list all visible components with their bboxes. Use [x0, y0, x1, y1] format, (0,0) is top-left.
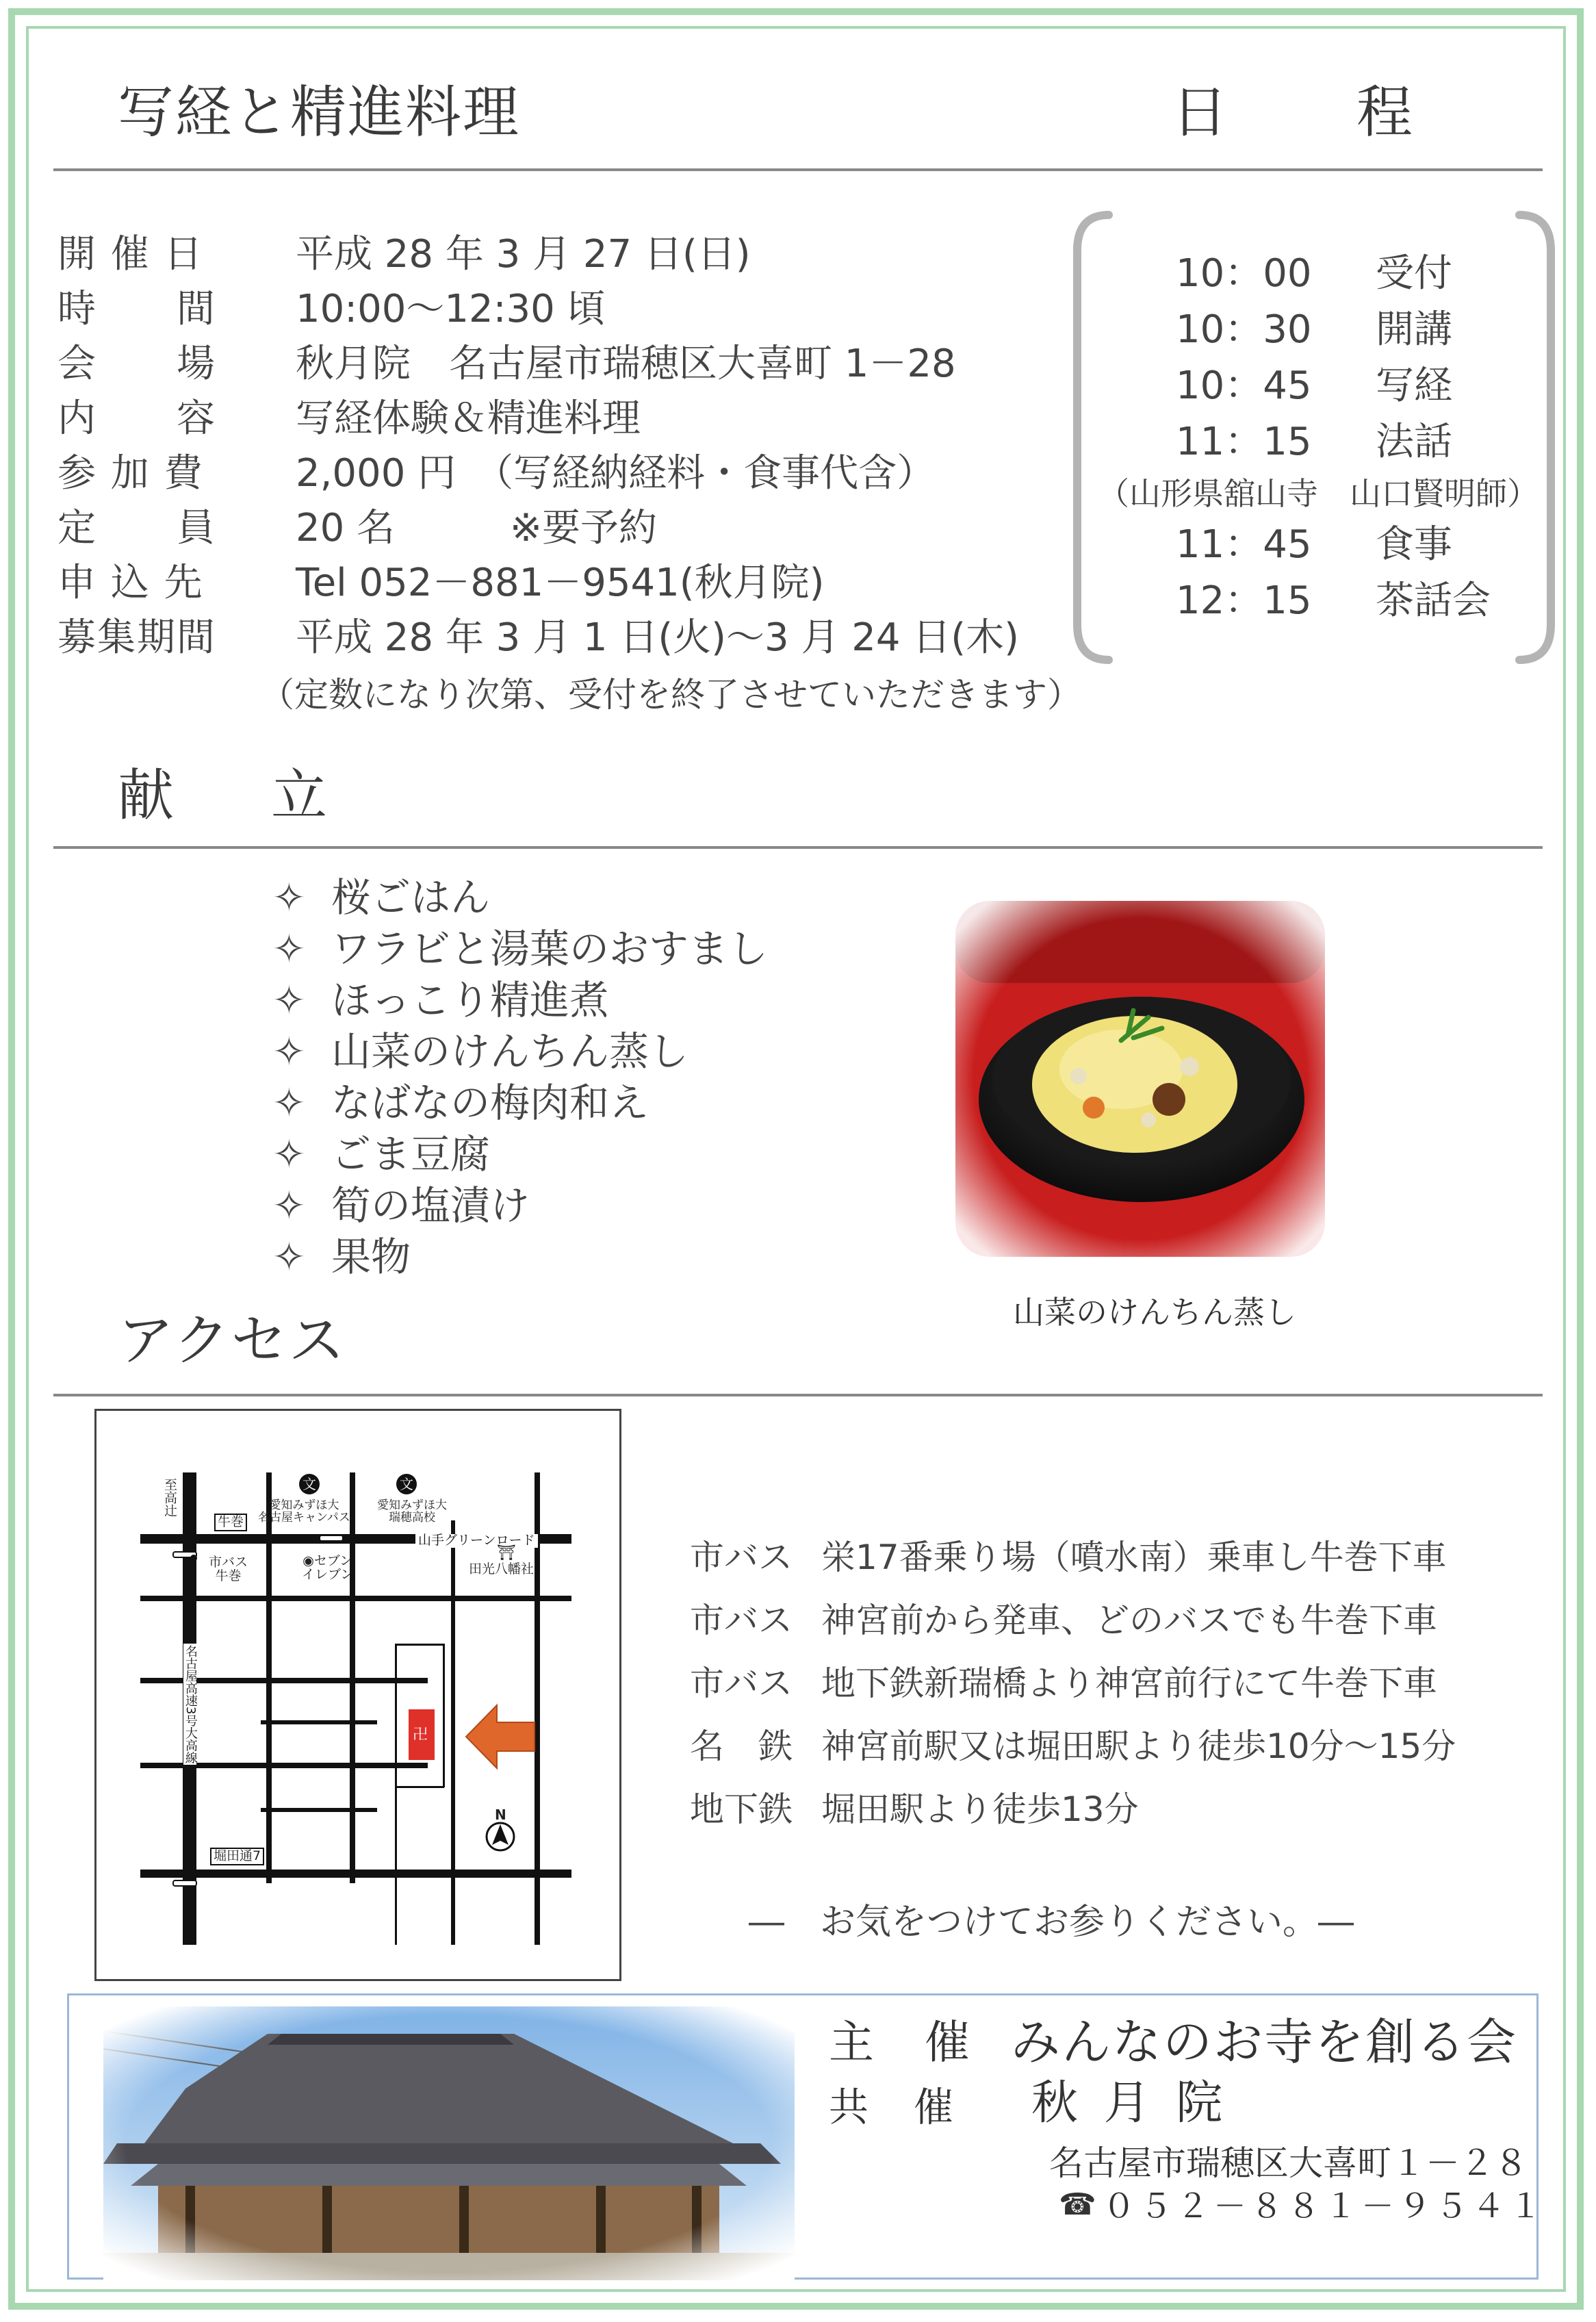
- detail-label: 会 場: [57, 342, 216, 386]
- route-text: 神宮前から発車、どのバスでも牛巻下車: [821, 1600, 1437, 1640]
- detail-value: 2,000 円 （写経納経料・食事代含）: [296, 451, 936, 496]
- access-heading: アクセス: [118, 1308, 346, 1373]
- schedule-speaker: （山形県舘山寺 山口賢明師）: [1098, 475, 1539, 512]
- sparkle-icon: ✧: [272, 1182, 306, 1229]
- map-label-yamate-road: 山手グリーンロード: [415, 1534, 538, 1548]
- sparkle-icon: ✧: [272, 1234, 306, 1280]
- page-title: 写経と精進料理: [118, 80, 521, 145]
- route-text: 神宮前駅又は堀田駅より徒歩10分～15分: [821, 1726, 1456, 1766]
- cohost-name: 秋 月 院: [1031, 2076, 1228, 2130]
- detail-value: 平成 28 年 3 月 1 日(火)～3 月 24 日(木): [296, 615, 1019, 660]
- map-label-bus-stop: 市バス 牛巻: [209, 1555, 248, 1583]
- map-label-univ-campus: 愛知みずほ大 名古屋キャンパス: [258, 1498, 350, 1524]
- menu-item: ✧ 筍の塩漬け: [272, 1182, 530, 1229]
- menu-item: ✧ 山菜のけんちん蒸し: [272, 1028, 689, 1075]
- schedule-event: 茶話会: [1376, 578, 1491, 623]
- access-rule: [53, 1394, 1543, 1396]
- map-label-univ-high: 愛知みずほ大 瑞穂高校: [377, 1498, 447, 1524]
- route-kind: 市バス: [690, 1538, 793, 1577]
- detail-value: 写経体験＆精進料理: [296, 396, 641, 441]
- menu-item: ✧ ワラビと湯葉のおすまし: [272, 926, 769, 972]
- photo-caption: 山菜のけんちん蒸し: [1013, 1294, 1296, 1331]
- schedule-event: 受付: [1376, 251, 1452, 296]
- schedule-time: 10：45: [1176, 363, 1312, 408]
- menu-item: ✧ ごま豆腐: [272, 1131, 491, 1177]
- schedule-time: 10：30: [1176, 307, 1312, 352]
- route-text: 栄17番乗り場（噴水南）乗車し牛巻下車: [821, 1538, 1447, 1577]
- schedule-event: 法話: [1376, 420, 1452, 464]
- footer-box: [67, 1993, 1547, 2280]
- detail-value: 平成 28 年 3 月 27 日(日): [296, 232, 751, 277]
- phone-icon: ☎: [1059, 2187, 1096, 2222]
- map-label-seven-eleven: ◉セブン イレブン: [302, 1553, 354, 1582]
- detail-value: Tel 052－881－9541(秋月院): [296, 561, 825, 605]
- route-text: 堀田駅より徒歩13分: [821, 1789, 1139, 1829]
- footer-address: 名古屋市瑞穂区大喜町１－２８: [1049, 2143, 1528, 2183]
- host-name: みんなのお寺を創る会: [1011, 2013, 1518, 2071]
- menu-heading: 献 立: [118, 763, 348, 828]
- detail-value: 10:00～12:30 頃: [296, 287, 606, 331]
- sparkle-icon: ✧: [272, 926, 306, 972]
- sparkle-icon: ✧: [272, 1028, 306, 1075]
- title-rule: [53, 168, 1543, 171]
- cohost-label: 共 催: [829, 2084, 957, 2130]
- sparkle-icon: ✧: [272, 1080, 306, 1126]
- map-label-horita: 堀田通7: [210, 1848, 264, 1865]
- route-kind: 地下鉄: [690, 1789, 793, 1829]
- route-kind: 名 鉄: [690, 1726, 793, 1766]
- map-label-takatsuji: 至高辻: [162, 1478, 177, 1517]
- sparkle-icon: ✧: [272, 977, 306, 1023]
- schedule-time: 10：00: [1176, 251, 1312, 296]
- schedule-time: 11：15: [1176, 420, 1312, 464]
- temple-photo: [103, 2006, 795, 2280]
- food-photo: [949, 894, 1332, 1264]
- closing-message: ― お気をつけてお参りください。―: [749, 1902, 1354, 1943]
- menu-item: ✧ ほっこり精進煮: [272, 977, 610, 1023]
- detail-label: 時 間: [57, 287, 216, 331]
- school-icon: 文: [299, 1474, 320, 1494]
- temple-icon: 卍: [413, 1726, 428, 1744]
- menu-item: ✧ 桜ごはん: [272, 874, 491, 921]
- schedule-time: 12：15: [1176, 578, 1312, 623]
- menu-item: ✧ 果物: [272, 1234, 411, 1280]
- detail-label: 定 員: [57, 506, 216, 550]
- route-kind: 市バス: [690, 1600, 793, 1640]
- detail-label: 申 込 先: [57, 561, 204, 605]
- map-label-ushimaki: 牛巻: [214, 1514, 247, 1531]
- detail-value: 20 名 ※要予約: [296, 506, 657, 550]
- shrine-icon: ⛩: [497, 1544, 516, 1561]
- detail-label: 内 容: [57, 396, 216, 441]
- sparkle-icon: ✧: [272, 1131, 306, 1177]
- schedule-time: 11：45: [1176, 522, 1312, 567]
- menu-item: ✧ なばなの梅肉和え: [272, 1080, 649, 1126]
- footer-phone: ０５２－８８１－９５４１: [1103, 2187, 1547, 2225]
- sparkle-icon: ✧: [272, 874, 306, 921]
- map-label-expressway: 名古屋高速3号大高線: [183, 1645, 198, 1764]
- access-map: [94, 1409, 621, 1981]
- route-kind: 市バス: [690, 1663, 793, 1703]
- route-text: 地下鉄新瑞橋より神宮前行にて牛巻下車: [821, 1663, 1437, 1703]
- details-note: （定数になり次第、受付を終了させていただきます）: [260, 675, 1081, 715]
- detail-label: 参 加 費: [57, 451, 204, 496]
- host-label: 主 催: [829, 2016, 973, 2069]
- menu-rule: [53, 846, 1543, 849]
- detail-label: 募集期間: [57, 615, 216, 660]
- schedule-heading: 日 程: [1172, 80, 1419, 145]
- map-label-shrine: 田光八幡社: [469, 1561, 535, 1577]
- north-icon: N: [495, 1807, 506, 1823]
- schedule-event: 写経: [1376, 363, 1452, 408]
- schedule-event: 食事: [1376, 522, 1452, 567]
- school-icon: 文: [396, 1474, 417, 1494]
- detail-label: 開 催 日: [57, 232, 204, 277]
- detail-value: 秋月院 名古屋市瑞穂区大喜町 1－28: [296, 342, 956, 386]
- schedule-event: 開講: [1376, 307, 1452, 352]
